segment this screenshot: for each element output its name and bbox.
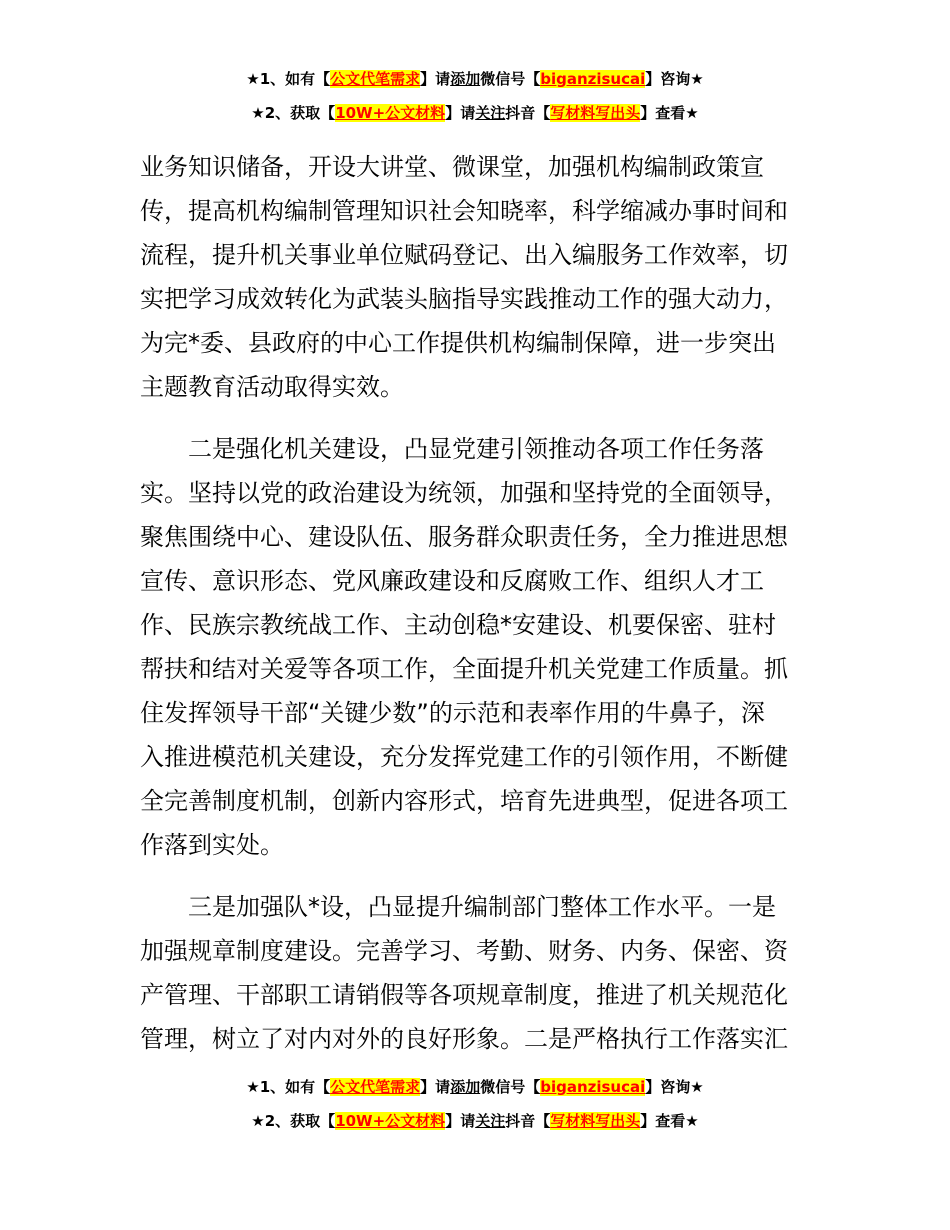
banner-text: ★1、如有【	[246, 70, 331, 88]
text-line: 三是加强队*设，凸显提升编制部门整体工作水平。一是	[140, 893, 776, 921]
document-body	[140, 145, 812, 1061]
text-line: 产管理、干部职工请销假等各项规章制度，推进了机关规范化	[140, 981, 788, 1009]
text-line: 传，提高机构编制管理知识社会知晓率，科学缩减办事时间和	[140, 197, 788, 225]
paragraph	[140, 885, 812, 1061]
banner-text: 抖音【	[505, 104, 551, 122]
banner-text: 微信号【	[480, 70, 541, 88]
banner-highlight: 10W+公文材料	[335, 1112, 446, 1130]
bottom-banner	[0, 1070, 950, 1138]
banner-text: 】请	[420, 1078, 451, 1096]
banner-text: ★2、获取【	[251, 104, 336, 122]
text-line: 住发挥领导干部“关键少数”的示范和表率作用的牛鼻子，深	[140, 699, 765, 727]
banner-text: 】咨询★	[645, 70, 704, 88]
banner-text: ★2、获取【	[251, 1112, 336, 1130]
banner-underlined: 关注	[475, 104, 506, 122]
banner-highlight: 写材料写出头	[550, 104, 641, 122]
text-line: 二是强化机关建设，凸显党建引领推动各项工作任务落	[140, 435, 764, 463]
banner-highlight: biganzisucai	[540, 70, 646, 88]
banner-line-1	[0, 1070, 950, 1104]
banner-line-1	[0, 62, 950, 96]
banner-highlight: 写材料写出头	[550, 1112, 641, 1130]
banner-highlight: 公文代笔需求	[330, 70, 421, 88]
banner-underlined: 添加	[450, 70, 481, 88]
paragraph	[140, 427, 812, 867]
banner-text: 】查看★	[640, 1112, 699, 1130]
text-line: 宣传、意识形态、党风廉政建设和反腐败工作、组织人才工	[140, 567, 764, 595]
text-line: 为完*委、县政府的中心工作提供机构编制保障，进一步突出	[140, 329, 776, 357]
text-line: 全完善制度机制，创新内容形式，培育先进典型，促进各项工	[140, 787, 788, 815]
banner-text: 微信号【	[480, 1078, 541, 1096]
banner-line-2	[0, 96, 950, 130]
banner-text: 】请	[420, 70, 451, 88]
banner-line-2	[0, 1104, 950, 1138]
banner-highlight: biganzisucai	[540, 1078, 646, 1096]
banner-highlight: 公文代笔需求	[330, 1078, 421, 1096]
banner-underlined: 关注	[475, 1112, 506, 1130]
banner-text: 】请	[445, 1112, 476, 1130]
banner-underlined: 添加	[450, 1078, 481, 1096]
banner-text: 】请	[445, 104, 476, 122]
banner-text: 】查看★	[640, 104, 699, 122]
text-line: 聚焦围绕中心、建设队伍、服务群众职责任务，全力推进思想	[140, 523, 788, 551]
text-line: 入推进模范机关建设，充分发挥党建工作的引领作用，不断健	[140, 743, 788, 771]
text-line: 流程，提升机关事业单位赋码登记、出入编服务工作效率，切	[140, 241, 788, 269]
text-line: 加强规章制度建设。完善学习、考勤、财务、内务、保密、资	[140, 937, 788, 965]
banner-text: 抖音【	[505, 1112, 551, 1130]
text-line: 实。坚持以党的政治建设为统领，加强和坚持党的全面领导，	[140, 479, 788, 507]
text-line: 实把学习成效转化为武装头脑指导实践推动工作的强大动力，	[140, 285, 788, 313]
top-banner	[0, 62, 950, 130]
text-line: 主题教育活动取得实效。	[140, 373, 404, 401]
banner-text: 】咨询★	[645, 1078, 704, 1096]
banner-highlight: 10W+公文材料	[335, 104, 446, 122]
text-line: 业务知识储备，开设大讲堂、微课堂，加强机构编制政策宣	[140, 153, 764, 181]
banner-text: ★1、如有【	[246, 1078, 331, 1096]
text-line: 作、民族宗教统战工作、主动创稳*安建设、机要保密、驻村	[140, 611, 776, 639]
paragraph	[140, 145, 812, 409]
text-line: 作落到实处。	[140, 831, 284, 859]
text-line: 帮扶和结对关爱等各项工作，全面提升机关党建工作质量。抓	[140, 655, 788, 683]
text-line: 管理，树立了对内对外的良好形象。二是严格执行工作落实汇	[140, 1025, 788, 1053]
